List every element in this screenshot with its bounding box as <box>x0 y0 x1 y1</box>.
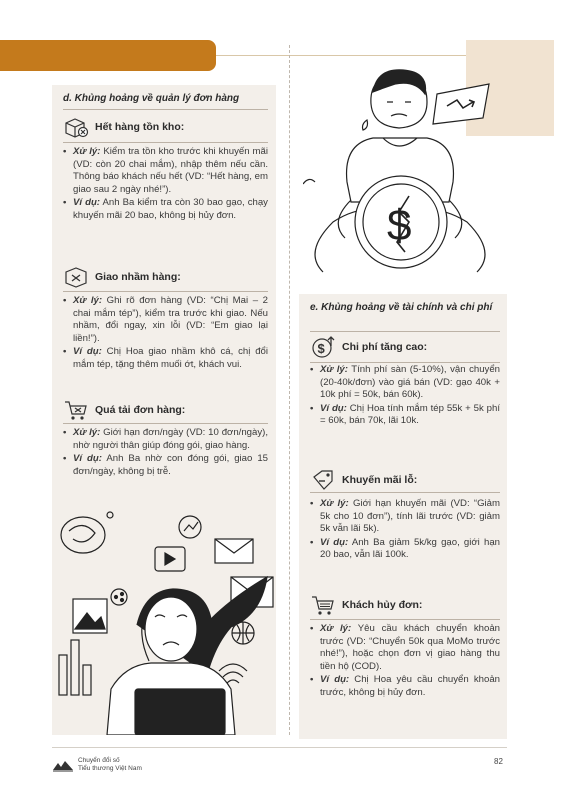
list-item: • Xử lý: Giới hạn đơn/ngày (VD: 10 đơn/ngày), nhờ người thân giúp đóng gói, giao hàng. <box>63 427 268 452</box>
svg-text:$: $ <box>387 201 412 250</box>
header-accent-bar <box>0 40 216 71</box>
stressed-woman-illustration <box>55 505 275 735</box>
section-d-title: d. Khủng hoảng về quản lý đơn hàng <box>63 93 240 104</box>
list-item: • Ví dụ: Anh Ba nhờ con đóng gói, giao 15 đơn/ngày, không bị trễ. <box>63 453 268 478</box>
page-number: 82 <box>494 757 503 766</box>
list-item: • Ví dụ: Anh Ba kiểm tra còn 30 bao gạo, chạy khuyến mãi 20 bao, không bị hủy đơn. <box>63 197 268 222</box>
title-rule <box>310 331 500 332</box>
list-item: • Xử lý: Ghi rõ đơn hàng (VD: “Chị Mai – 2 chai mắm tép”), kiểm tra trước khi giao. Nếu nhầm, đổi ngay, xin lỗi (VD: “Em giao lại liền!”). <box>63 295 268 345</box>
box-cross-icon <box>63 264 89 290</box>
sub-rule <box>63 423 268 424</box>
list-item: • Ví dụ: Anh Ba giảm 5k/kg gạo, giới hạn 20 bao, vẫn lãi 100k. <box>310 537 500 562</box>
list-item: • Xử lý: Yêu cầu khách chuyển khoản trước (VD: “Chuyển 50k qua MoMo trước nhé!”), hoặc chọn đơn vị giao hàng thu tiền hộ (COD). <box>310 623 500 673</box>
logo-line-1: Chuyển đổi số <box>78 757 120 764</box>
logo-icon <box>52 758 74 772</box>
list-item: • Ví dụ: Chị Hoa yêu cầu chuyển khoản trước, không bị hủy đơn. <box>310 674 500 699</box>
bullet-list-order-overload <box>63 427 268 479</box>
sub-rule <box>63 291 268 292</box>
bullet-list-promo-loss <box>310 498 500 563</box>
broken-coin-man-illustration <box>303 62 498 287</box>
sub-heading-label: Hết hàng tồn kho: <box>95 121 185 133</box>
cart-cancel-icon <box>310 592 336 618</box>
header-rule <box>216 55 466 56</box>
list-item: • Xử lý: Tính phí sàn (5-10%), vận chuyển (20-40k/đơn) vào giá bán (VD: gạo 40k + 10k phí = 50k, bán 60k). <box>310 364 500 402</box>
sub-heading-label: Chi phí tăng cao: <box>342 341 428 353</box>
heading-order-cancel <box>310 592 422 618</box>
sub-heading-label: Quá tải đơn hàng: <box>95 404 186 416</box>
svg-text:$: $ <box>317 341 325 356</box>
bullet-list-out-of-stock <box>63 146 268 224</box>
box-error-icon <box>63 114 89 140</box>
bullet-list-rising-costs <box>310 364 500 429</box>
column-divider <box>289 45 290 735</box>
title-rule <box>63 109 268 110</box>
sub-heading-label: Khách hủy đơn: <box>342 599 423 611</box>
sub-heading-label: Giao nhầm hàng: <box>95 271 181 283</box>
list-item: • Ví dụ: Chị Hoa tính mắm tép 55k + 5k phí = 60k, bán 70k, lãi 10k. <box>310 403 500 428</box>
sub-rule <box>63 142 268 143</box>
heading-rising-costs <box>310 334 427 360</box>
dollar-up-icon <box>310 334 336 360</box>
heading-out-of-stock <box>63 114 184 140</box>
tag-loss-icon <box>310 467 336 493</box>
sub-rule <box>310 619 500 620</box>
list-item: • Ví dụ: Chị Hoa giao nhầm khô cá, chị đổi mắm tép, tặng thêm muối ớt, khách vui. <box>63 346 268 371</box>
bullet-list-order-cancel <box>310 623 500 701</box>
sub-rule <box>310 492 500 493</box>
logo-line-2: Tiểu thương Việt Nam <box>78 765 142 772</box>
heading-wrong-delivery <box>63 264 181 290</box>
heading-order-overload <box>63 397 185 423</box>
cart-overload-icon <box>63 397 89 423</box>
sub-rule <box>310 362 500 363</box>
heading-promo-loss <box>310 467 417 493</box>
list-item: • Xử lý: Giới hạn khuyến mãi (VD: “Giảm 5k cho 10 đơn”), tính lãi trước (VD: giảm 5k vẫn lãi 5k). <box>310 498 500 536</box>
sub-heading-label: Khuyến mãi lỗ: <box>342 474 418 486</box>
bullet-list-wrong-delivery <box>63 295 268 373</box>
section-e-title: e. Khủng hoảng về tài chính và chi phí <box>310 302 493 313</box>
footer-rule <box>52 747 507 748</box>
list-item: • Xử lý: Kiểm tra tồn kho trước khi khuyến mãi (VD: còn 20 chai mắm), nhập thêm nếu cần. Thông báo khách nếu hết (VD: “Hết hàng, em giao sau 2 ngày nhé!”). <box>63 146 268 196</box>
footer-logo <box>52 757 142 773</box>
